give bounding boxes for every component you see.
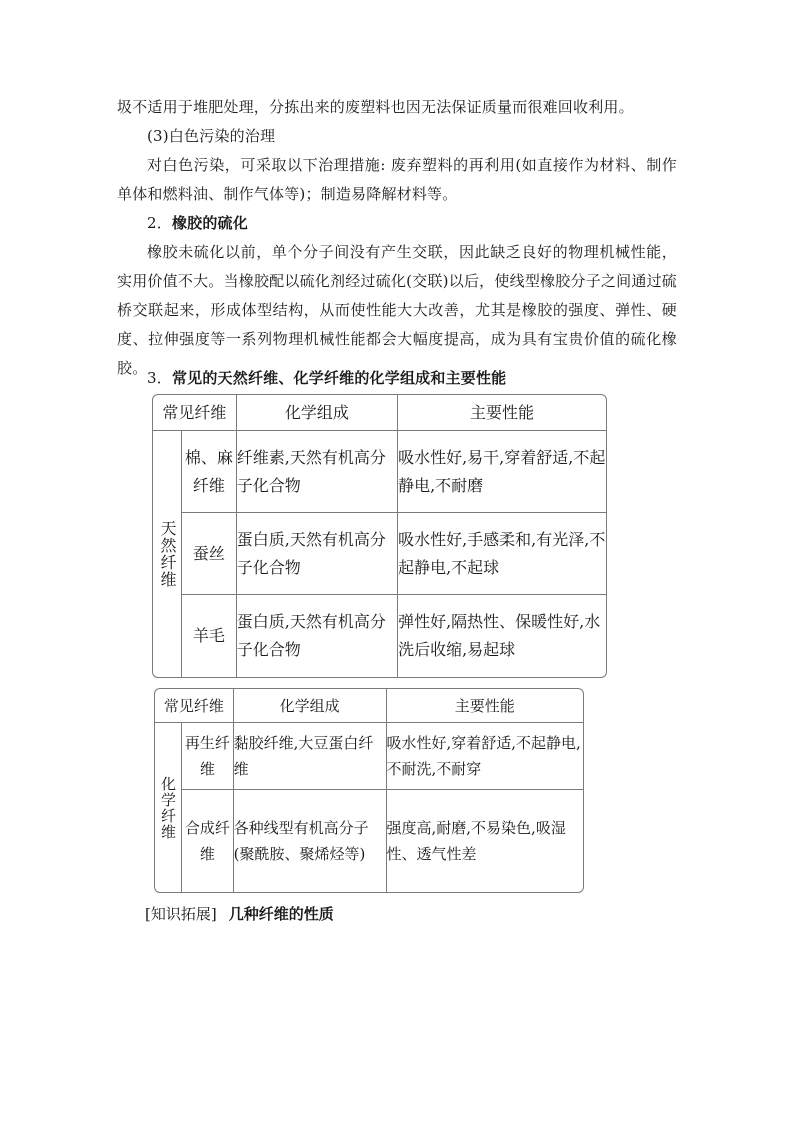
fiber-properties: 吸水性好,易干,穿着舒适,不起静电,不耐磨 (398, 431, 606, 513)
fiber-name: 再生纤维 (182, 723, 234, 790)
heading-title: 常见的天然纤维、化学纤维的化学组成和主要性能 (171, 369, 507, 387)
heading-white-pollution-control: (3)白色污染的治理 (147, 127, 276, 145)
fiber-composition: 黏胶纤维,大豆蛋白纤维 (234, 723, 387, 790)
fiber-name: 合成纤维 (182, 790, 234, 892)
table-row (153, 431, 606, 513)
extension-tag: [知识拓展] (145, 905, 217, 923)
paragraph-3: 橡胶未硫化以前，单个分子间没有产生交联，因此缺乏良好的物理机械性能，实用价值不大。当橡胶配以硫化剂经过硫化(交联)以后，使线型橡胶分子之间通过硫桥交联起来，形成体型结构，从而使性能大大改善，尤其是橡胶的强度、弹性、硬度、拉伸强度等一系列物理机械性能都会大幅度提高，成为具有宝贵价值的硫化橡胶。 (117, 243, 677, 377)
table-header-row (153, 395, 606, 431)
table-header-row (155, 689, 583, 723)
fiber-properties: 强度高,耐磨,不易染色,吸湿性、透气性差 (386, 819, 566, 863)
paragraph-1: 圾不适用于堆肥处理，分拣出来的废塑料也因无法保证质量而很难回收利用。 (117, 98, 634, 116)
table-row (153, 513, 606, 595)
fiber-composition: 蛋白质,天然有机高分子化合物 (237, 595, 398, 677)
extension-title: 几种纤维的性质 (228, 905, 334, 923)
fiber-composition: 蛋白质,天然有机高分子化合物 (237, 513, 398, 595)
header-composition: 化学组成 (234, 689, 387, 723)
group-cell (155, 723, 182, 892)
heading-number: 3． (147, 369, 172, 387)
knowledge-extension (145, 903, 334, 925)
heading-title: 橡胶的硫化 (171, 214, 248, 232)
group-label: 化学纤维 (159, 775, 177, 840)
header-fiber: 常见纤维 (153, 395, 237, 431)
header-fiber: 常见纤维 (155, 689, 234, 723)
fiber-composition: 纤维素,天然有机高分子化合物 (237, 431, 398, 513)
header-properties: 主要性能 (387, 689, 583, 723)
fiber-name: 棉、麻纤维 (182, 431, 237, 513)
table-row (155, 723, 583, 790)
fiber-composition: 各种线型有机高分子(聚酰胺、聚烯烃等) (234, 790, 387, 892)
header-properties: 主要性能 (398, 395, 606, 431)
heading-rubber-vulcanization (117, 209, 677, 238)
chemical-fiber-table (154, 688, 584, 893)
fiber-name: 蚕丝 (182, 513, 237, 595)
fiber-properties: 弹性好,隔热性、保暖性好,水洗后收缩,易起球 (398, 612, 601, 659)
table-row (155, 790, 583, 892)
header-composition: 化学组成 (237, 395, 398, 431)
group-label: 天然纤维 (158, 520, 177, 588)
heading-fibers (117, 364, 677, 393)
fiber-name: 羊毛 (182, 595, 237, 677)
fiber-properties: 吸水性好,穿着舒适,不起静电,不耐洗,不耐穿 (387, 723, 583, 790)
fiber-properties: 吸水性好,手感柔和,有光泽,不起静电,不起球 (398, 513, 606, 595)
natural-fiber-table (152, 394, 607, 678)
heading-number: 2． (147, 214, 172, 232)
paragraph-2: 对白色污染，可采取以下治理措施: 废弃塑料的再利用(如直接作为材料、制作单体和燃料油、制作气体等)；制造易降解材料等。 (117, 156, 677, 203)
group-cell (153, 431, 182, 677)
table-row (153, 595, 606, 677)
